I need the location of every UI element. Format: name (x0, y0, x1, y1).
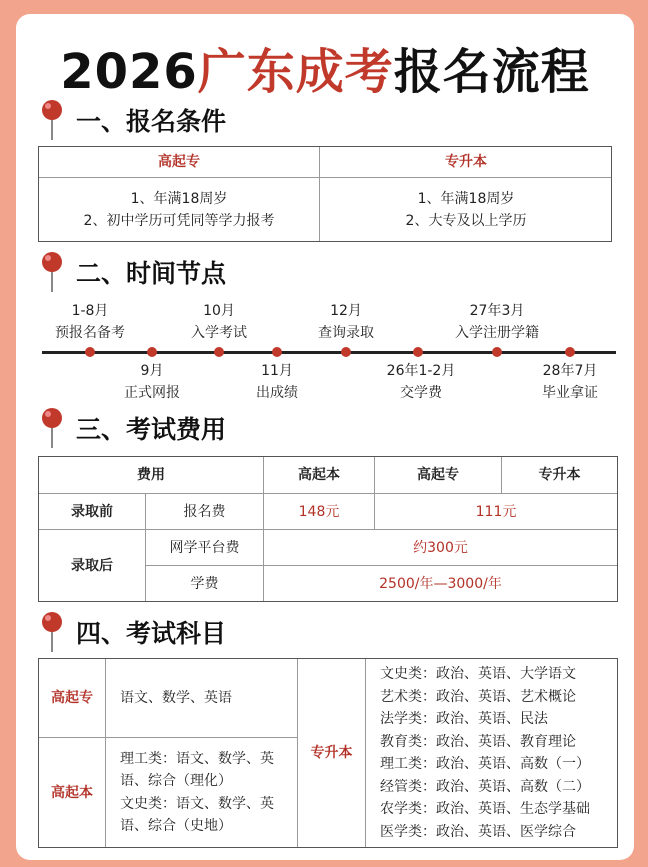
conditions-line: 1、年满18周岁 (130, 191, 228, 207)
timeline-dot (272, 347, 282, 357)
timeline-label: 入学考试 (191, 325, 247, 341)
conditions-head-gqz: 高起专 (158, 154, 200, 170)
section-fees-header (38, 406, 226, 450)
subject-line: 经管类：政治、英语、高数（二） (380, 778, 590, 795)
subject-line: 语、综合（理化） (120, 773, 232, 789)
timeline-item (159, 300, 279, 344)
subjects-table (38, 658, 618, 848)
timeline-date: 11月 (261, 363, 293, 379)
timeline-item (510, 360, 630, 404)
subjects-gqz-value: 语文、数学、英语 (120, 690, 232, 706)
section-timeline-header (38, 250, 226, 294)
conditions-zsb-cell (320, 181, 612, 239)
timeline-dot (147, 347, 157, 357)
fees-head: 高起本 (298, 467, 340, 483)
timeline-date: 10月 (203, 303, 235, 319)
conditions-table (38, 146, 612, 242)
timeline-label: 预报名备考 (55, 325, 125, 341)
timeline-dot (413, 347, 423, 357)
subjects-gqb-list (106, 738, 297, 847)
timeline-label: 查询录取 (318, 325, 374, 341)
fees-platform-label: 网学平台费 (169, 539, 240, 556)
section-title: 一、报名条件 (76, 107, 227, 136)
subject-line: 医学类：政治、英语、医学综合 (380, 823, 576, 840)
subject-line: 法学类：政治、英语、民法 (380, 711, 548, 727)
conditions-gqz-cell (39, 181, 319, 239)
conditions-head-zsb: 专升本 (445, 154, 487, 170)
subject-line: 艺术类：政治、英语、艺术概论 (380, 688, 576, 705)
page-title (16, 42, 634, 102)
subject-line: 农学类：政治、英语、生态学基础 (380, 801, 590, 817)
conditions-line: 2、初中学历可凭同等学力报考 (83, 213, 275, 229)
poster-card (16, 14, 634, 860)
pin-icon (38, 406, 66, 450)
timeline-item (217, 360, 337, 404)
timeline-date: 27年3月 (469, 303, 525, 319)
timeline-axis (42, 351, 616, 354)
timeline-dot (341, 347, 351, 357)
section-conditions-header (38, 98, 226, 142)
timeline-date: 12月 (330, 303, 362, 319)
fees-reg-111: 111元 (475, 503, 517, 520)
fees-tuition-label: 学费 (190, 575, 219, 592)
conditions-line: 2、大专及以上学历 (405, 213, 527, 229)
pin-icon (38, 98, 66, 142)
conditions-line: 1、年满18周岁 (417, 191, 515, 207)
section-title: 二、时间节点 (76, 259, 227, 288)
timeline-item (92, 360, 212, 404)
timeline-dot (85, 347, 95, 357)
timeline-dot (565, 347, 575, 357)
subject-line: 文史类：政治、英语、大学语文 (380, 666, 576, 682)
timeline-label: 正式网报 (124, 385, 180, 401)
subjects-zsb-label: 专升本 (310, 745, 353, 761)
timeline-dot (214, 347, 224, 357)
fees-reg-label: 报名费 (183, 503, 226, 520)
timeline-date: 1-8月 (71, 303, 109, 319)
timeline-label: 入学注册学籍 (455, 325, 539, 341)
fees-head: 费用 (137, 467, 165, 483)
fees-platform-value: 约300元 (413, 539, 468, 556)
section-title: 三、考试费用 (76, 415, 227, 444)
subjects-gqb-label: 高起本 (51, 784, 93, 801)
timeline-dot (492, 347, 502, 357)
subject-line: 理工类：语文、数学、英 (120, 750, 274, 767)
timeline-item (361, 360, 481, 404)
subject-line: 语、综合（史地） (120, 818, 232, 834)
section-title: 四、考试科目 (76, 619, 227, 648)
title-accent: 广东成考 (197, 44, 394, 100)
timeline-label: 交学费 (400, 385, 442, 401)
fees-head: 专升本 (538, 467, 581, 483)
pin-icon (38, 610, 66, 654)
fees-after-label: 录取后 (71, 557, 113, 574)
timeline-date: 26年1-2月 (386, 363, 456, 379)
fees-head: 高起专 (417, 467, 459, 483)
timeline-item (286, 300, 406, 344)
subject-line: 文史类：语文、数学、英 (120, 795, 274, 812)
timeline-item (30, 300, 150, 344)
section-subjects-header (38, 610, 226, 654)
title-year: 2026 (60, 44, 198, 100)
fees-tuition-value: 2500/年—3000/年 (379, 575, 502, 592)
subject-line: 理工类：政治、英语、高数（一） (380, 756, 590, 772)
timeline-item (437, 300, 557, 344)
fees-table (38, 456, 618, 602)
fees-reg-148: 148元 (298, 503, 340, 520)
timeline-label: 出成绩 (256, 385, 298, 401)
timeline-label: 毕业拿证 (542, 385, 598, 401)
timeline-date: 28年7月 (542, 363, 598, 379)
subject-line: 教育类：政治、英语、教育理论 (380, 733, 576, 750)
fees-before-label: 录取前 (71, 503, 113, 520)
timeline-date: 9月 (140, 363, 164, 379)
subjects-zsb-list (366, 659, 617, 847)
pin-icon (38, 250, 66, 294)
subjects-gqz-label: 高起专 (51, 690, 93, 706)
title-rest: 报名流程 (393, 44, 590, 100)
